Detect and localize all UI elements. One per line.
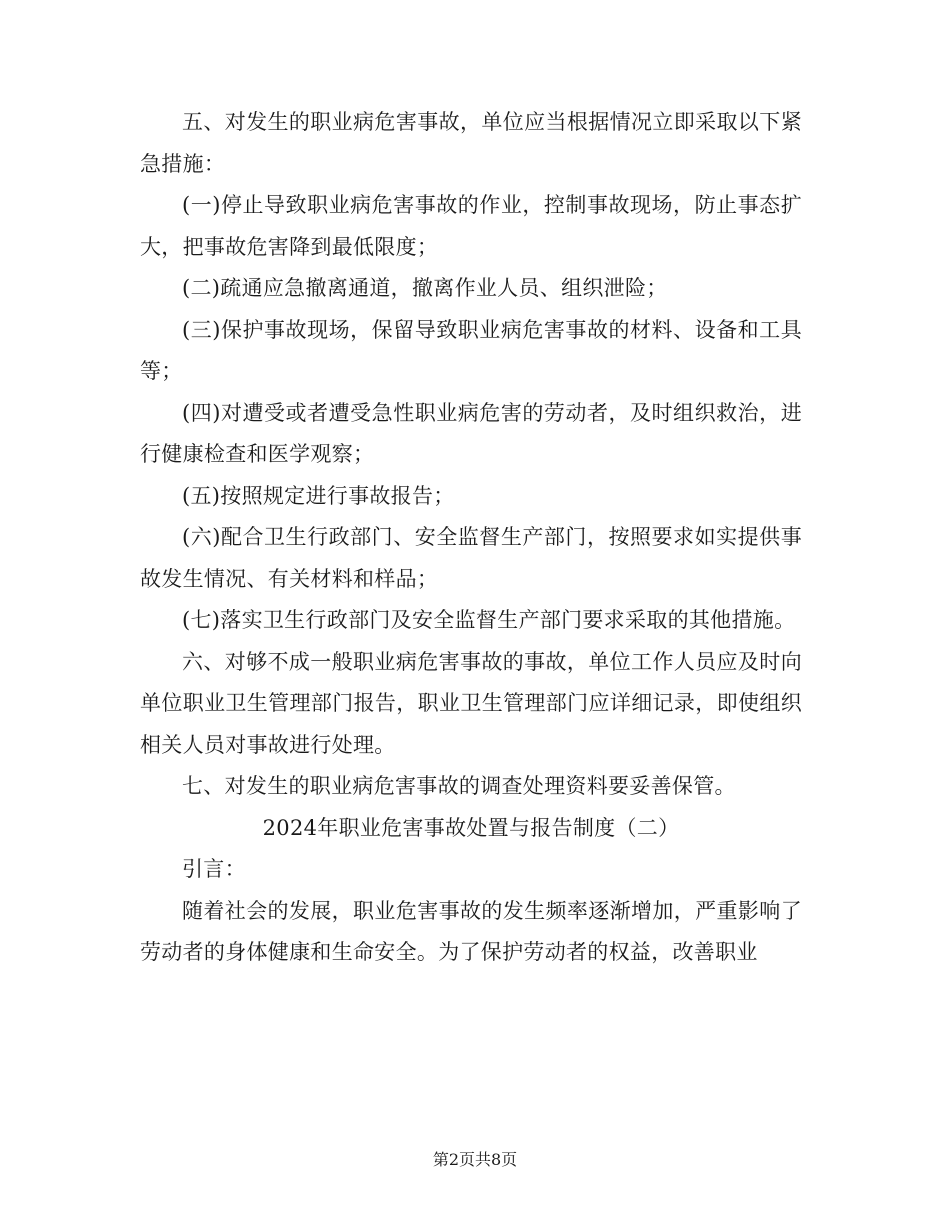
paragraph-item-7: 七、对发生的职业病危害事故的调查处理资料要妥善保管。 [182, 774, 736, 798]
document-body [140, 102, 802, 974]
paragraph-measure-1: (一)停止导致职业病危害事故的作业，控制事故现场，防止事态扩大，把事故危害降到最低限度； [140, 193, 802, 259]
intro-label: 引言： [182, 857, 246, 881]
paragraph-measure-7: (七)落实卫生行政部门及安全监督生产部门要求采取的其他措施。 [182, 608, 796, 632]
paragraph-measure-4: (四)对遭受或者遭受急性职业病危害的劳动者，及时组织救治，进行健康检查和医学观察； [140, 400, 802, 466]
paragraph-item-5: 五、对发生的职业病危害事故，单位应当根据情况立即采取以下紧急措施： [140, 110, 802, 176]
paragraph-measure-6: (六)配合卫生行政部门、安全监督生产部门，按照要求如实提供事故发生情况、有关材料和样品； [140, 525, 802, 591]
paragraph-item-6: 六、对够不成一般职业病危害事故的事故，单位工作人员应及时向单位职业卫生管理部门报告，职业卫生管理部门应详细记录，即使组织相关人员对事故进行处理。 [140, 649, 802, 757]
intro-paragraph: 随着社会的发展，职业危害事故的发生频率逐渐增加，严重影响了劳动者的身体健康和生命安全。为了保护劳动者的权益，改善职业 [140, 898, 802, 964]
section-title: 2024年职业危害事故处置与报告制度（二） [262, 815, 680, 840]
paragraph-measure-5: (五)按照规定进行事故报告； [182, 483, 455, 508]
page-footer: 第2页共8页 [432, 1150, 518, 1169]
paragraph-measure-2: (二)疏通应急撤离通道，撤离作业人员、组织泄险； [182, 276, 668, 300]
paragraph-measure-3: (三)保护事故现场，保留导致职业病危害事故的材料、设备和工具等； [140, 317, 802, 383]
